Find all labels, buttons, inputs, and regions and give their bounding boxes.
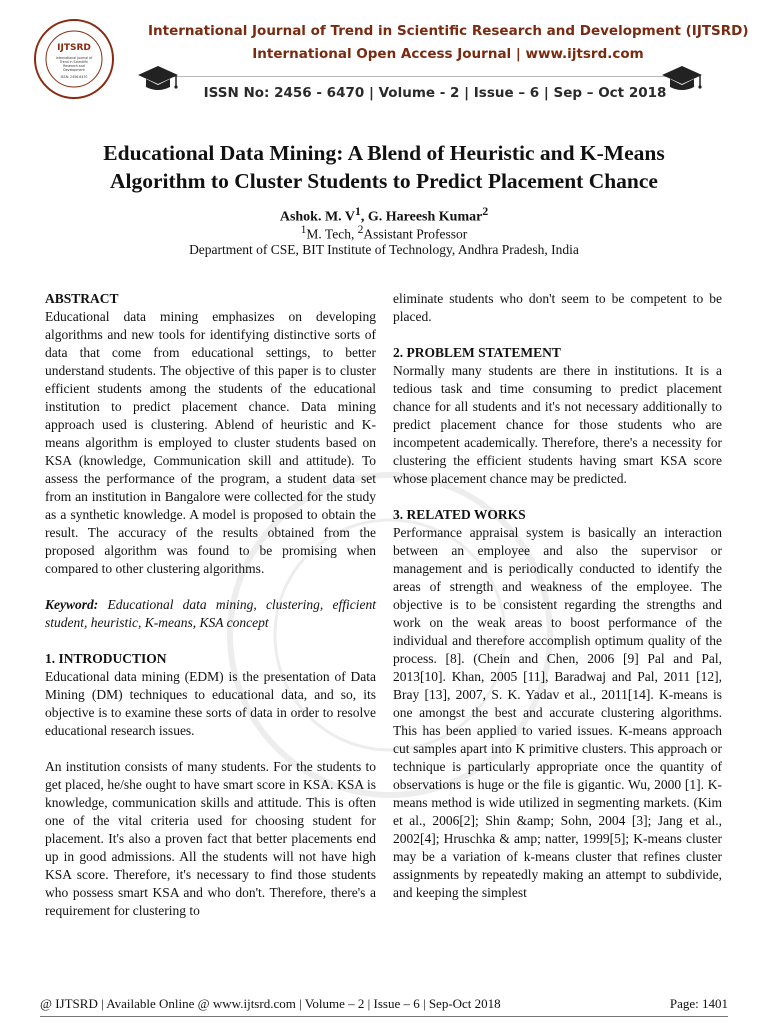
author-affiliation (0, 224, 768, 243)
affil-superscript: 2 (357, 224, 364, 236)
affil-role: M. Tech, (306, 226, 358, 242)
journal-header (0, 0, 768, 115)
paper-title-line: Educational Data Mining: A Blend of Heuristic and K-Means (103, 141, 665, 165)
problem-statement-text: Normally many students are there in institutions. It is a tedious task and time consuming to predict placement chance for all students and it's not necessary additionally to predict placement chance for those students who are incompetent academically. Therefore, there's a necessity for clustering the efficient students having smart KSA score whose placement chance may be predicted. (393, 363, 722, 486)
related-works-heading: 3. RELATED WORKS (393, 507, 526, 522)
footer-journal-info: @ IJTSRD | Available Online @ www.ijtsrd.com | Volume – 2 | Issue – 6 | Sep-Oct 2018 (40, 996, 501, 1011)
affil-superscript: 1 (300, 224, 307, 236)
affil-role: Assistant Professor (363, 226, 468, 242)
introduction-heading: 1. INTRODUCTION (45, 651, 167, 666)
problem-statement-heading: 2. PROBLEM STATEMENT (393, 345, 561, 360)
related-works-text: Performance appraisal system is basically an interaction between an employee and also the supervisor or management and is periodically conducted to identify the areas of strength and weakness of the employee. The objective is to be consistent regarding the strengths and work on the weak areas to boost performance of the individual and therefore accomplish optimum quality of the process. [8]. (Chein and Chen, 2006 [9] Pal and Pal, 2013[10]. Khan, 2005 [11], Baradwaj and Pal, 2011 [12], Bray [13], 2007, S. K. Yadav et al., 2011[14]. K-means is one amongst the best and accurate clustering algorithms. This has been applied to varied issues. K-means approach cut samples apart into K primitive clusters. This approach or technique is particularly appropriate once the quantity of observations is huge or the file is gigantic. Wu, 2000 [1]. K-means method is wide utilized in segmenting markets. (Kim et al., 2006[2]; Shin &amp; Sohn, 2004 [3]; Jang et al., 2002[4]; Hruschka & amp; natter, 1999[5]; K-means cluster may be a variation of k-means cluster that refines cluster assignments by repeatedly making an attempt to subdivide, and keeping the simplest (393, 525, 722, 900)
svg-text:Development: Development (63, 68, 85, 72)
issn-volume-line: ISSN No: 2456 - 6470 | Volume - 2 | Issue – 6 | Sep – Oct 2018 (203, 85, 667, 101)
footer-divider (40, 1016, 728, 1017)
keywords-label: Keyword: (45, 597, 99, 612)
svg-text:Trend in Scientific: Trend in Scientific (59, 60, 89, 64)
author-line (0, 205, 768, 226)
abstract-heading: ABSTRACT (45, 291, 119, 306)
abstract-text: Educational data mining emphasizes on developing algorithms and new tools for identifying distinctive sorts of data that come from educational settings, to better understand students. The objective of this paper is to cluster efficient students among the students of the educational institution to predict placement chance. Data mining approach used is clustering. Ablend of heuristic and K-means algorithm is employed to cluster students based on KSA (knowledge, Communication skill and attitude). To assess the performance of the program, a student data set from an institution in Bangalore were collected for the study as a synthetic knowledge. A model is proposed to obtain the result. The accuracy of the results obtained from the proposed algorithm was found to be promising when compared to other clustering algorithms. (45, 309, 376, 576)
svg-text:Research and: Research and (63, 64, 85, 68)
journal-name: International Journal of Trend in Scientific Research and Development (IJTSRD) (148, 23, 749, 39)
author-superscript: 2 (482, 205, 489, 218)
svg-text:International Journal of: International Journal of (55, 56, 93, 60)
author-name: Ashok. M. V (279, 209, 356, 225)
journal-logo-seal (33, 18, 115, 100)
journal-website-line: International Open Access Journal | www.ijtsrd.com (252, 46, 644, 62)
introduction-paragraph: An institution consists of many students. For the students to get placed, he/she ought to have smart score in KSA. KSA is knowledge, communication skills and attitude. This is often one of the vital criteria used for choosing student for placement. It's also a proven fact that better placements end up in good admissions. All the students will not have high KSA score. Therefore, it's necessary to find those students who possess smart KSA and who don't. Therefore, there's a requirement for clustering to (45, 759, 376, 918)
right-column (393, 290, 722, 902)
left-column (45, 290, 376, 920)
page-number: Page: 1401 (669, 996, 728, 1011)
svg-text:ISSN: 2456-6470: ISSN: 2456-6470 (60, 75, 88, 79)
paper-title (40, 139, 728, 195)
header-divider (150, 76, 670, 77)
logo-text: IJTSRD (57, 43, 91, 53)
department-line: Department of CSE, BIT Institute of Technology, Andhra Pradesh, India (189, 242, 579, 257)
continued-paragraph: eliminate students who don't seem to be competent to be placed. (393, 291, 722, 324)
author-superscript: 1 (355, 205, 361, 218)
author-name: , G. Hareesh Kumar (360, 209, 483, 225)
introduction-paragraph: Educational data mining (EDM) is the presentation of Data Mining (DM) techniques to educational data, and so, its objective is to examine these sorts of data in order to resolve educational research issues. (45, 669, 376, 738)
keywords-paragraph (45, 596, 376, 632)
paper-title-line: Algorithm to Cluster Students to Predict Placement Chance (110, 169, 658, 193)
keywords-text: Educational data mining, clustering, efficient student, heuristic, K-means, KSA concept (45, 597, 376, 630)
